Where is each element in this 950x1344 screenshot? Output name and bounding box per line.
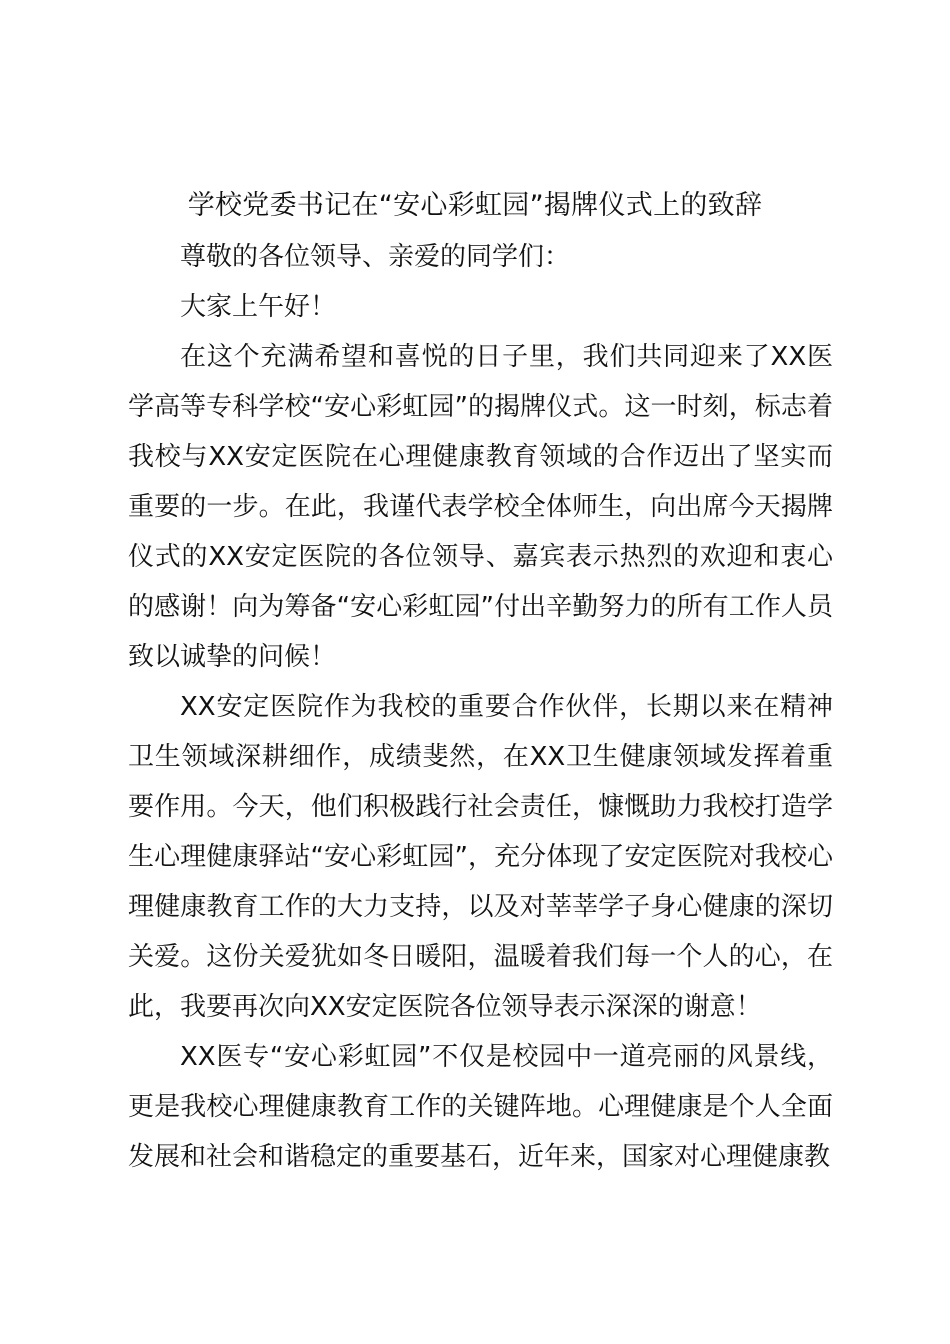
greeting: 大家上午好！: [180, 292, 337, 322]
document-title: 学校党委书记在“安心彩虹园”揭牌仪式上的致辞: [187, 190, 763, 221]
paragraph: XX安定医院作为我校的重要合作伙伴，长期以来在精神卫生领域深耕细作，成绩斐然，在XX卫生健康领域发挥着重要作用。今天，他们积极践行社会责任，慷慨助力我校打造学生心理健康驿站“安心彩虹园”，充分体现了安定医院对我校心理健康教育工作的大力支持，以及对莘莘学子身心健康的深切关爱。这份关爱犹如冬日暖阳，温暖着我们每一个人的心，在此，我要再次向XX安定医院各位领导表示深深的谢意！: [128, 692, 833, 1022]
salutation: 尊敬的各位领导、亲爱的同学们：: [180, 242, 571, 272]
paragraph: XX医专“安心彩虹园”不仅是校园中一道亮丽的风景线，更是我校心理健康教育工作的关键阵地。心理健康是个人全面发展和社会和谐稳定的重要基石，近年来，国家对心理健康教: [128, 1042, 833, 1172]
document-body: [128, 232, 833, 1182]
paragraph: 在这个充满希望和喜悦的日子里，我们共同迎来了XX医学高等专科学校“安心彩虹园”的揭牌仪式。这一时刻，标志着我校与XX安定医院在心理健康教育领域的合作迈出了坚实而重要的一步。在此，我谨代表学校全体师生，向出席今天揭牌仪式的XX安定医院的各位领导、嘉宾表示热烈的欢迎和衷心的感谢！向为筹备“安心彩虹园”付出辛勤努力的所有工作人员致以诚挚的问候！: [128, 342, 833, 672]
